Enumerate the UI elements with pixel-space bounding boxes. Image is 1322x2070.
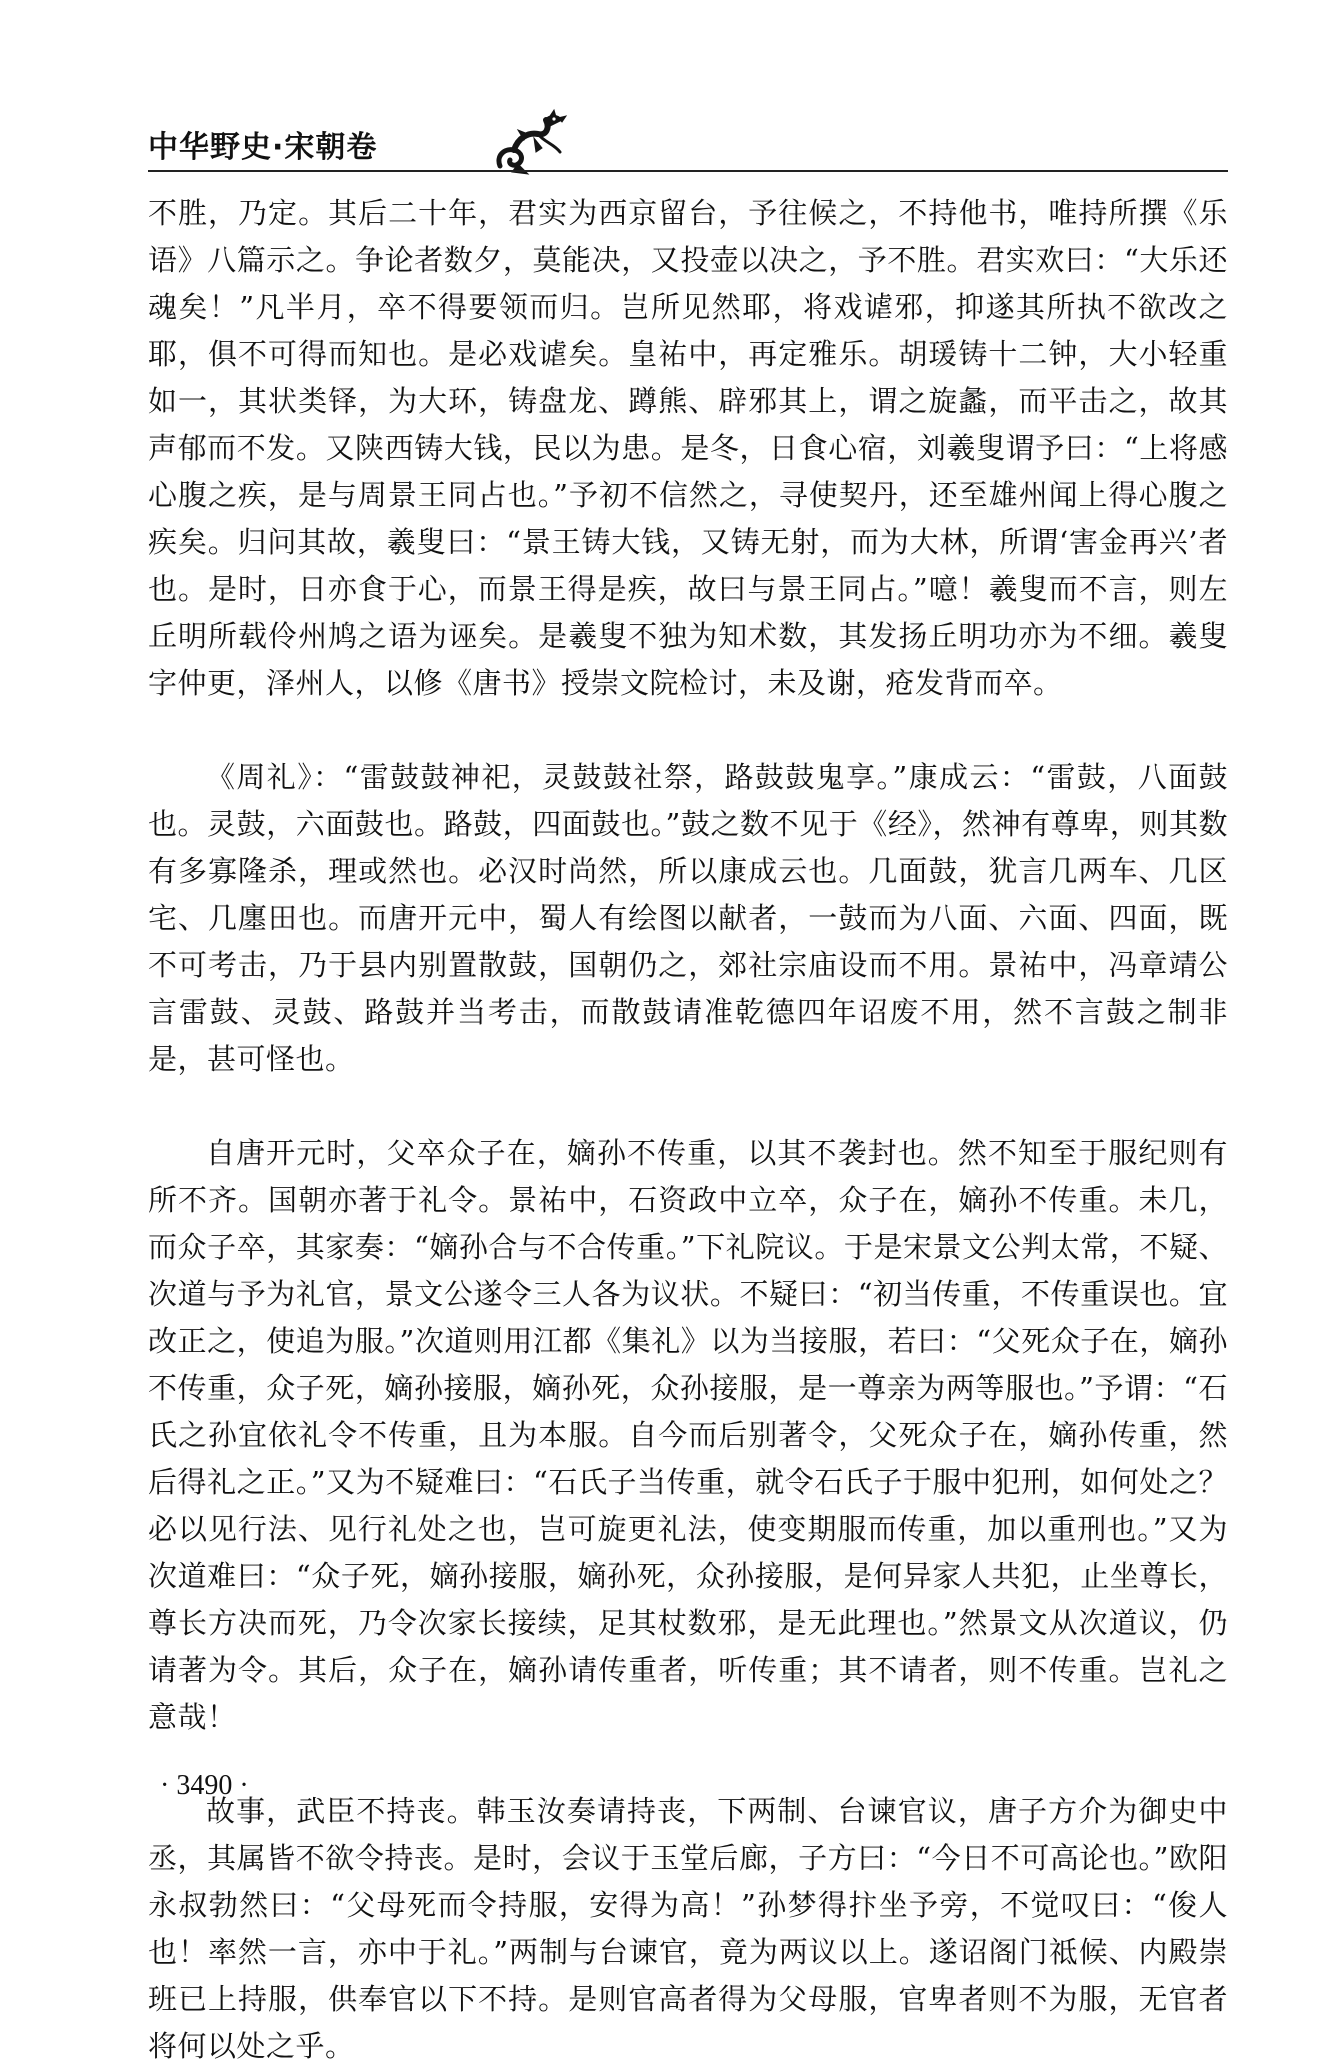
paragraph: 故事，武臣不持丧。韩玉汝奏请持丧，下两制、台谏官议，唐子方介为御史中丞，其属皆不欲令持丧。是时，会议于玉堂后廊，子方曰：“今日不可高论也。”欧阳永叔勃然曰：“父母死而令持服，安得为高！”孙梦得抃坐予旁，不觉叹曰：“俊人也！率然一言，亦中于礼。”两制与台谏官，竟为两议以上。遂诏阁门祗候、内殿崇班已上持服，供奉官以下不持。是则官高者得为父母服，官卑者则不为服，无官者将何以处之乎。 <box>148 1794 1228 2063</box>
paragraph: 不胜，乃定。其后二十年，君实为西京留台，予往候之，不持他书，唯持所撰《乐语》八篇示之。争论者数夕，莫能决，又投壶以决之，予不胜。君实欢曰：“大乐还魂矣！”凡半月，卒不得要领而归。岂所见然耶，将戏谑邪，抑遂其所执不欲改之耶，俱不可得而知也。是必戏谑矣。皇祐中，再定雅乐。胡瑗铸十二钟，大小轻重如一，其状类铎，为大环，铸盘龙、蹲熊、辟邪其上，谓之旋蠡，而平击之，故其声郁而不发。又陕西铸大钱，民以为患。是冬，日食心宿，刘羲叟谓予曰：“上将感心腹之疾，是与周景王同占也。”予初不信然之，寻使契丹，还至雄州闻上得心腹之疾矣。归问其故，羲叟曰：“景王铸大钱，又铸无射，而为大林，所谓‘害金再兴’者也。是时，日亦食于心，而景王得是疾，故曰与景王同占。”噫！羲叟而不言，则左丘明所载伶州鸠之语为诬矣。是羲叟不独为知术数，其发扬丘明功亦为不细。羲叟字仲更，泽州人，以修《唐书》授崇文院检讨，未及谢，疮发背而卒。 <box>148 196 1228 700</box>
paragraph: 《周礼》：“雷鼓鼓神祀，灵鼓鼓社祭，路鼓鼓鬼享。”康成云：“雷鼓，八面鼓也。灵鼓，六面鼓也。路鼓，四面鼓也。”鼓之数不见于《经》，然神有尊卑，则其数有多寡隆杀，理或然也。必汉时尚然，所以康成云也。几面鼓，犹言几两车、几区宅、几廛田也。而唐开元中，蜀人有绘图以献者，一鼓而为八面、六面、四面，既不可考击，乃于县内别置散鼓，国朝仍之，郊社宗庙设而不用。景祐中，冯章靖公言雷鼓、灵鼓、路鼓并当考击，而散鼓请准乾德四年诏废不用，然不言鼓之制非是，甚可怪也。 <box>148 760 1228 1076</box>
page-number: · 3490 · <box>160 1770 249 1801</box>
book-title: 中华野史·宋朝卷 <box>148 130 378 165</box>
body-text <box>148 190 1228 2070</box>
header-rule <box>148 170 1228 172</box>
page-header <box>148 108 1228 188</box>
paragraph: 自唐开元时，父卒众子在，嫡孙不传重，以其不袭封也。然不知至于服纪则有所不齐。国朝亦著于礼令。景祐中，石资政中立卒，众子在，嫡孙不传重。未几，而众子卒，其家奏：“嫡孙合与不合传重。”下礼院议。于是宋景文公判太常，不疑、次道与予为礼官，景文公遂令三人各为议状。不疑曰：“初当传重，不传重误也。宜改正之，使追为服。”次道则用江都《集礼》以为当接服，若曰：“父死众子在，嫡孙不传重，众子死，嫡孙接服，嫡孙死，众孙接服，是一尊亲为两等服也。”予谓：“石氏之孙宜依礼令不传重，且为本服。自今而后别著令，父死众子在，嫡孙传重，然后得礼之正。”又为不疑难曰：“石氏子当传重，就令石氏子于服中犯刑，如何处之？必以见行法、见行礼处之也，岂可旋更礼法，使变期服而传重，加以重刑也。”又为次道难曰：“众子死，嫡孙接服，嫡孙死，众孙接服，是何异家人共犯，止坐尊长，尊长方决而死，乃令次家长接续，足其杖数邪，是无此理也。”然景文从次道议，仍请著为令。其后，众子在，嫡孙请传重者，听传重；其不请者，则不传重。岂礼之意哉！ <box>148 1136 1228 1734</box>
